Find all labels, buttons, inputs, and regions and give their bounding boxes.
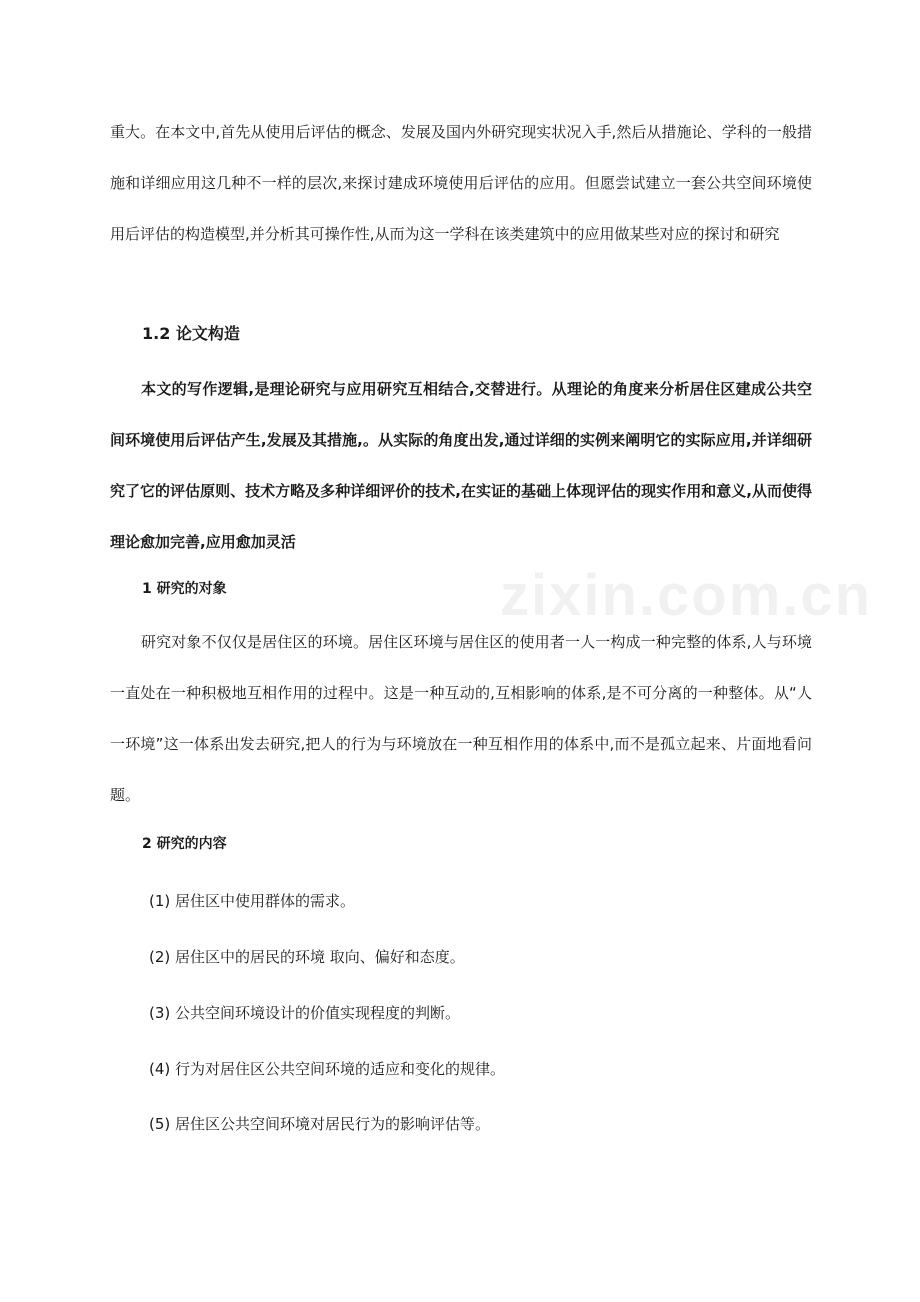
subheading-research-object: 1 研究的对象 xyxy=(142,581,227,597)
list-item-5: (5) 居住区公共空间环境对居民行为的影响评估等。 xyxy=(149,1115,491,1133)
paragraph-intro-end: 重大。在本文中,首先从使用后评估的概念、发展及国内外研究现实状况入手,然后从措施论、学科的一般措施和详细应用这几种不一样的层次,来探讨建成环境使用后评估的应用。但愿尝试建立一套公共空间环境使用后评估的构造模型,并分析其可操作性,从而为这一学科在该类建筑中的应用做某些对应的探讨和研究 xyxy=(110,123,812,243)
subheading-research-content: 2 研究的内容 xyxy=(142,836,227,852)
paragraph-research-object: 研究对象不仅仅是居住区的环境。居住区环境与居住区的使用者一人一构成一种完整的体系,人与环境一直处在一种积极地互相作用的过程中。这是一种互动的,互相影响的体系,是不可分离的一种整体。从“人一环境”这一体系出发去研究,把人的行为与环境放在一种互相作用的体系中,而不是孤立起来、片面地看问题。 xyxy=(110,633,812,804)
list-item-2: (2) 居住区中的居民的环境 取向、偏好和态度。 xyxy=(149,948,465,966)
list-item-3: (3) 公共空间环境设计的价值实现程度的判断。 xyxy=(149,1004,461,1022)
paragraph-writing-logic: 本文的写作逻辑,是理论研究与应用研究互相结合,交替进行。从理论的角度来分析居住区建成公共空间环境使用后评估产生,发展及其措施,。从实际的角度出发,通过详细的实例来阐明它的实际应用,并详细研究了它的评估原则、技术方略及多种详细评价的技术,在实证的基础上体现评估的现实作用和意义,从而使得理论愈加完善,应用愈加灵活 xyxy=(110,380,812,551)
section-heading-paper-structure: 1.2 论文构造 xyxy=(142,324,240,343)
list-item-1: (1) 居住区中使用群体的需求。 xyxy=(149,892,356,910)
watermark: zixin.com.cn xyxy=(500,563,873,628)
list-item-4: (4) 行为对居住区公共空间环境的适应和变化的规律。 xyxy=(149,1060,506,1078)
